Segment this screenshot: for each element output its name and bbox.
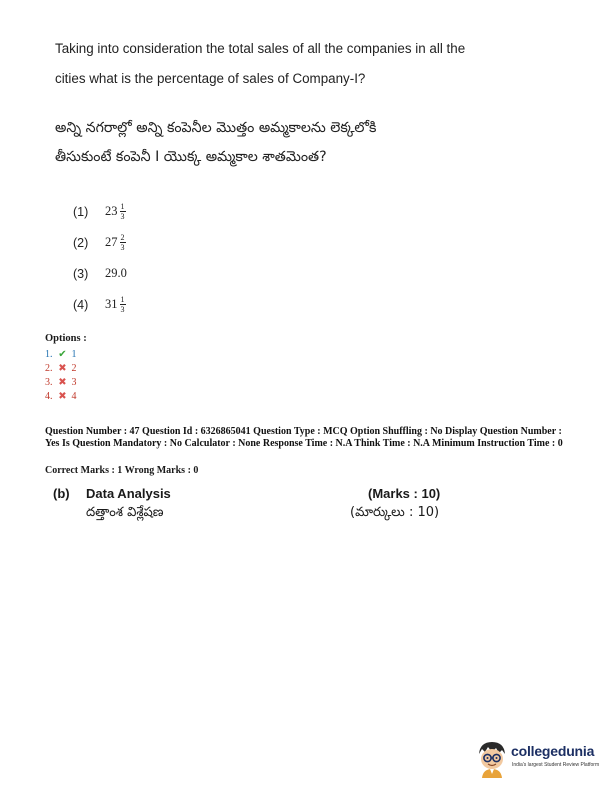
cross-icon: ✖	[58, 390, 67, 402]
fraction-denominator: 3	[120, 243, 125, 252]
option-index: 3.	[45, 376, 53, 388]
question-metadata: Question Number : 47 Question Id : 6326865041 Question Type : MCQ Option Shuffling : No Display Question Number : Yes Is Question Mandatory : No Calculator : None Response Time : N.A Think Time : N.A Minimum Instruction Time : 0	[45, 426, 563, 450]
option-index: 4.	[45, 390, 53, 402]
option-index: 1.	[45, 348, 53, 360]
options-list	[45, 347, 77, 403]
fraction-numerator: 1	[120, 295, 125, 304]
fraction-denominator: 3	[120, 212, 125, 221]
option-label: 3	[71, 376, 77, 388]
marks-info: Correct Marks : 1 Wrong Marks : 0	[45, 465, 199, 476]
option-label: 1	[71, 348, 77, 360]
option-row-wrong	[45, 375, 77, 389]
choice-1	[73, 196, 127, 227]
collegedunia-logo	[474, 740, 604, 778]
options-heading: Options :	[45, 333, 87, 344]
choice-fraction	[120, 295, 126, 314]
choice-3	[73, 258, 127, 289]
choice-4	[73, 289, 127, 320]
question-english-line1: Taking into consideration the total sales of all the companies in all the	[55, 41, 466, 56]
option-row-wrong	[45, 389, 77, 403]
choice-number: (1)	[73, 204, 89, 219]
question-english-line2: cities what is the percentage of sales of Company-I?	[55, 71, 366, 86]
section-marks: (Marks : 10)	[368, 486, 441, 501]
answer-choices	[73, 196, 127, 320]
question-telugu-line2: తీసుకుంటే కంపెనీ I యొక్క అమ్మకాల శాతమెంత?	[55, 149, 327, 165]
choice-2	[73, 227, 127, 258]
check-icon: ✔	[58, 348, 67, 360]
choice-number: (2)	[73, 235, 89, 250]
section-title-telugu: దత్తాంశ విశ్లేషణ	[86, 505, 164, 520]
question-telugu	[55, 114, 575, 172]
mascot-icon	[474, 740, 510, 778]
fraction-numerator: 1	[120, 202, 125, 211]
choice-whole: 23	[105, 204, 118, 218]
option-row-wrong	[45, 361, 77, 375]
brand-tagline: India's largest Student Review Platform	[512, 762, 600, 768]
section-marks-telugu: (మార్కులు : 10)	[350, 505, 440, 520]
question-telugu-line1: అన్ని నగరాల్లో అన్ని కంపెనీల మొత్తం అమ్మకాలను లెక్కలోకి	[55, 120, 377, 136]
choice-whole: 31	[105, 297, 118, 311]
section-label: (b)	[53, 486, 70, 501]
section-title: Data Analysis	[86, 486, 171, 501]
brand-name: collegedunia	[511, 743, 595, 759]
cross-icon: ✖	[58, 362, 67, 374]
option-label: 2	[71, 362, 77, 374]
option-index: 2.	[45, 362, 53, 374]
choice-fraction	[120, 233, 126, 252]
cross-icon: ✖	[58, 376, 67, 388]
choice-number: (3)	[73, 266, 89, 281]
choice-whole: 27	[105, 235, 118, 249]
fraction-denominator: 3	[120, 305, 125, 314]
question-english	[55, 34, 555, 94]
fraction-numerator: 2	[120, 233, 125, 242]
option-row-correct	[45, 347, 77, 361]
option-label: 4	[71, 390, 77, 402]
choice-value: 29.0	[105, 266, 127, 280]
choice-number: (4)	[73, 297, 89, 312]
choice-fraction	[120, 202, 126, 221]
